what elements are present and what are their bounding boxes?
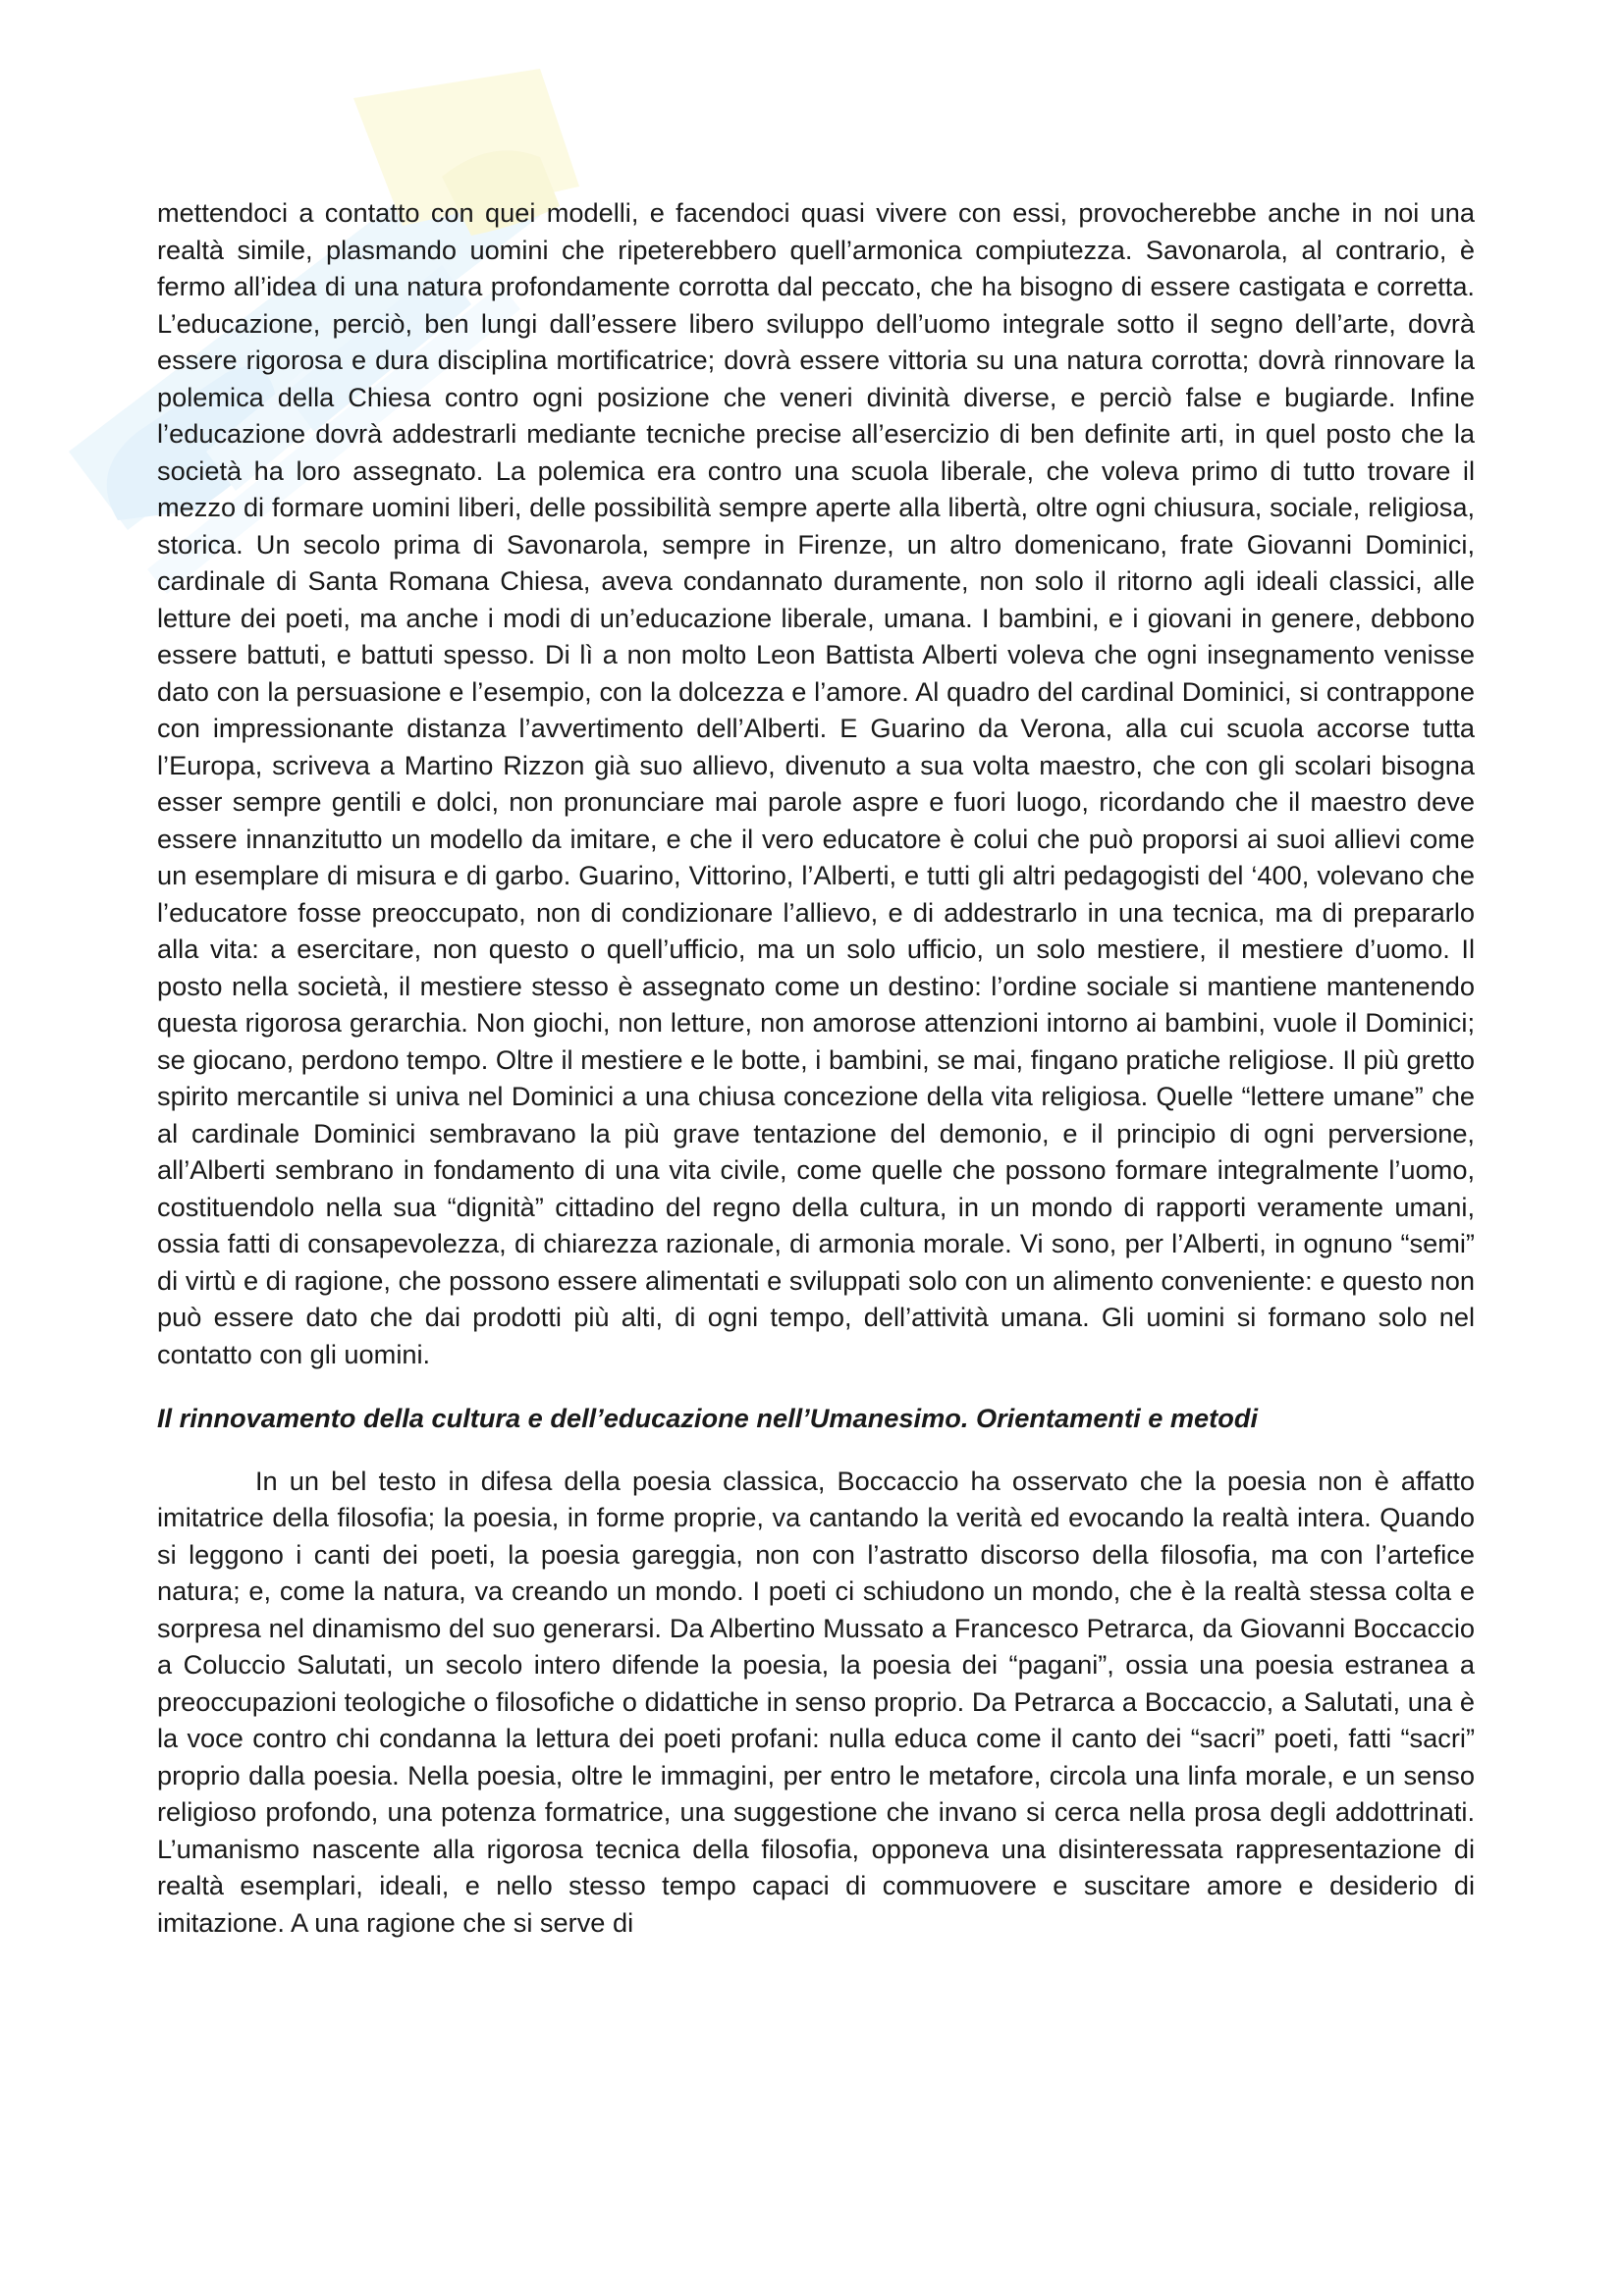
body-paragraph-2: In un bel testo in difesa della poesia classica, Boccaccio ha osservato che la poesia non è affatto imitatrice della filosofia; la poesia, in forme proprie, va cantando la verità ed evocando la realtà intera. Quando si leggono i canti dei poeti, la poesia gareggia, non con l’astratto discorso della filosofia, ma con l’artefice natura; e, come la natura, va creando un mondo. I poeti ci schiudono un mondo, che è la realtà stessa colta e sorpresa nel dinamismo del suo generarsi. Da Albertino Mussato a Francesco Petrarca, da Giovanni Boccaccio a Coluccio Salutati, un secolo intero difende la poesia, la poesia dei “pagani”, ossia una poesia estranea a preoccupazioni teologiche o filosofiche o didattiche in senso proprio. Da Petrarca a Boccaccio, a Salutati, una è la voce contro chi condanna la lettura dei poeti profani: nulla educa come il canto dei “sacri” poeti, fatti “sacri” proprio dalla poesia. Nella poesia, oltre le immagini, per entro le metafore, circola una linfa morale, e un senso religioso profondo, una potenza formatrice, una suggestione che invano si cerca nella prosa degli addottrinati. L’umanismo nascente alla rigorosa tecnica della filosofia, opponeva una disinteressata rappresentazione di realtà esemplari, ideali, e nello stesso tempo capaci di commuovere e suscitare amore e desiderio di imitazione. A una ragione che si serve di [157,1465,1475,1938]
document-body [157,194,1475,1941]
section-heading: Il rinnovamento della cultura e dell’educazione nell’Umanesimo. Orientamenti e metodi [157,1403,1258,1433]
body-paragraph-1: mettendoci a contatto con quei modelli, e facendoci quasi vivere con essi, provocherebbe anche in noi una realtà simile, plasmando uomini che ripeterebbero quell’armonica compiutezza. Savonarola, al contrario, è fermo all’idea di una natura profondamente corrotta dal peccato, che ha bisogno di essere castigata e corretta. L’educazione, perciò, ben lungi dall’essere libero sviluppo dell’uomo integrale sotto il segno dell’arte, dovrà essere rigorosa e dura disciplina mortificatrice; dovrà essere vittoria su una natura corrotta; dovrà rinnovare la polemica della Chiesa contro ogni posizione che veneri divinità diverse, e perciò false e bugiarde. Infine l’educazione dovrà addestrarli mediante tecniche precise all’esercizio di ben definite arti, in quel posto che la società ha loro assegnato. La polemica era contro una scuola liberale, che voleva primo di tutto trovare il mezzo di formare uomini liberi, delle possibilità sempre aperte alla libertà, oltre ogni chiusura, sociale, religiosa, storica. Un secolo prima di Savonarola, sempre in Firenze, un altro domenicano, frate Giovanni Dominici, cardinale di Santa Romana Chiesa, aveva condannato duramente, non solo il ritorno agli ideali classici, alle letture dei poeti, ma anche i modi di un’educazione liberale, umana. I bambini, e i giovani in genere, debbono essere battuti, e battuti spesso. Di lì a non molto Leon Battista Alberti voleva che ogni insegnamento venisse dato con la persuasione e l’esempio, con la dolcezza e l’amore. Al quadro del cardinal Dominici, si contrappone con impressionante distanza l’avvertimento dell’Alberti. E Guarino da Verona, alla cui scuola accorse tutta l’Europa, scriveva a Martino Rizzon già suo allievo, divenuto a sua volta maestro, che con gli scolari bisogna esser sempre gentili e dolci, non pronunciare mai parole aspre e fuori luogo, ricordando che il maestro deve essere innanzitutto un modello da imitare, e che il vero educatore è colui che può proporsi ai suoi allievi come un esemplare di misura e di garbo. Guarino, Vittorino, l’Alberti, e tutti gli altri pedagogisti del ‘400, volevano che l’educatore fosse preoccupato, non di condizionare l’allievo, e di addestrarlo in una tecnica, ma di prepararlo alla vita: a esercitare, non questo o quell’ufficio, ma un solo ufficio, un solo mestiere, il mestiere d’uomo. Il posto nella società, il mestiere stesso è assegnato come un destino: l’ordine sociale si mantiene mantenendo questa rigorosa gerarchia. Non giochi, non letture, non amorose attenzioni intorno ai bambini, vuole il Dominici; se giocano, perdono tempo. Oltre il mestiere e le botte, i bambini, se mai, fingano pratiche religiose. Il più gretto spirito mercantile si univa nel Dominici a una chiusa concezione della vita religiosa. Quelle “lettere umane” che al cardinale Dominici sembravano la più grave tentazione del demonio, e il principio di ogni perversione, all’Alberti sembrano in fondamento di una vita civile, come quelle che possono formare integralmente l’uomo, costituendolo nella sua “dignità” cittadino del regno della cultura, in un mondo di rapporti veramente umani, ossia fatti di consapevolezza, di chiarezza razionale, di armonia morale. Vi sono, per l’Alberti, in ognuno “semi” di virtù e di ragione, che possono essere alimentati e sviluppati solo con un alimento conveniente: e questo non può essere dato che dai prodotti più alti, di ogni tempo, dell’attività umana. Gli uomini si formano solo nel contatto con gli uomini. [157,197,1475,1369]
